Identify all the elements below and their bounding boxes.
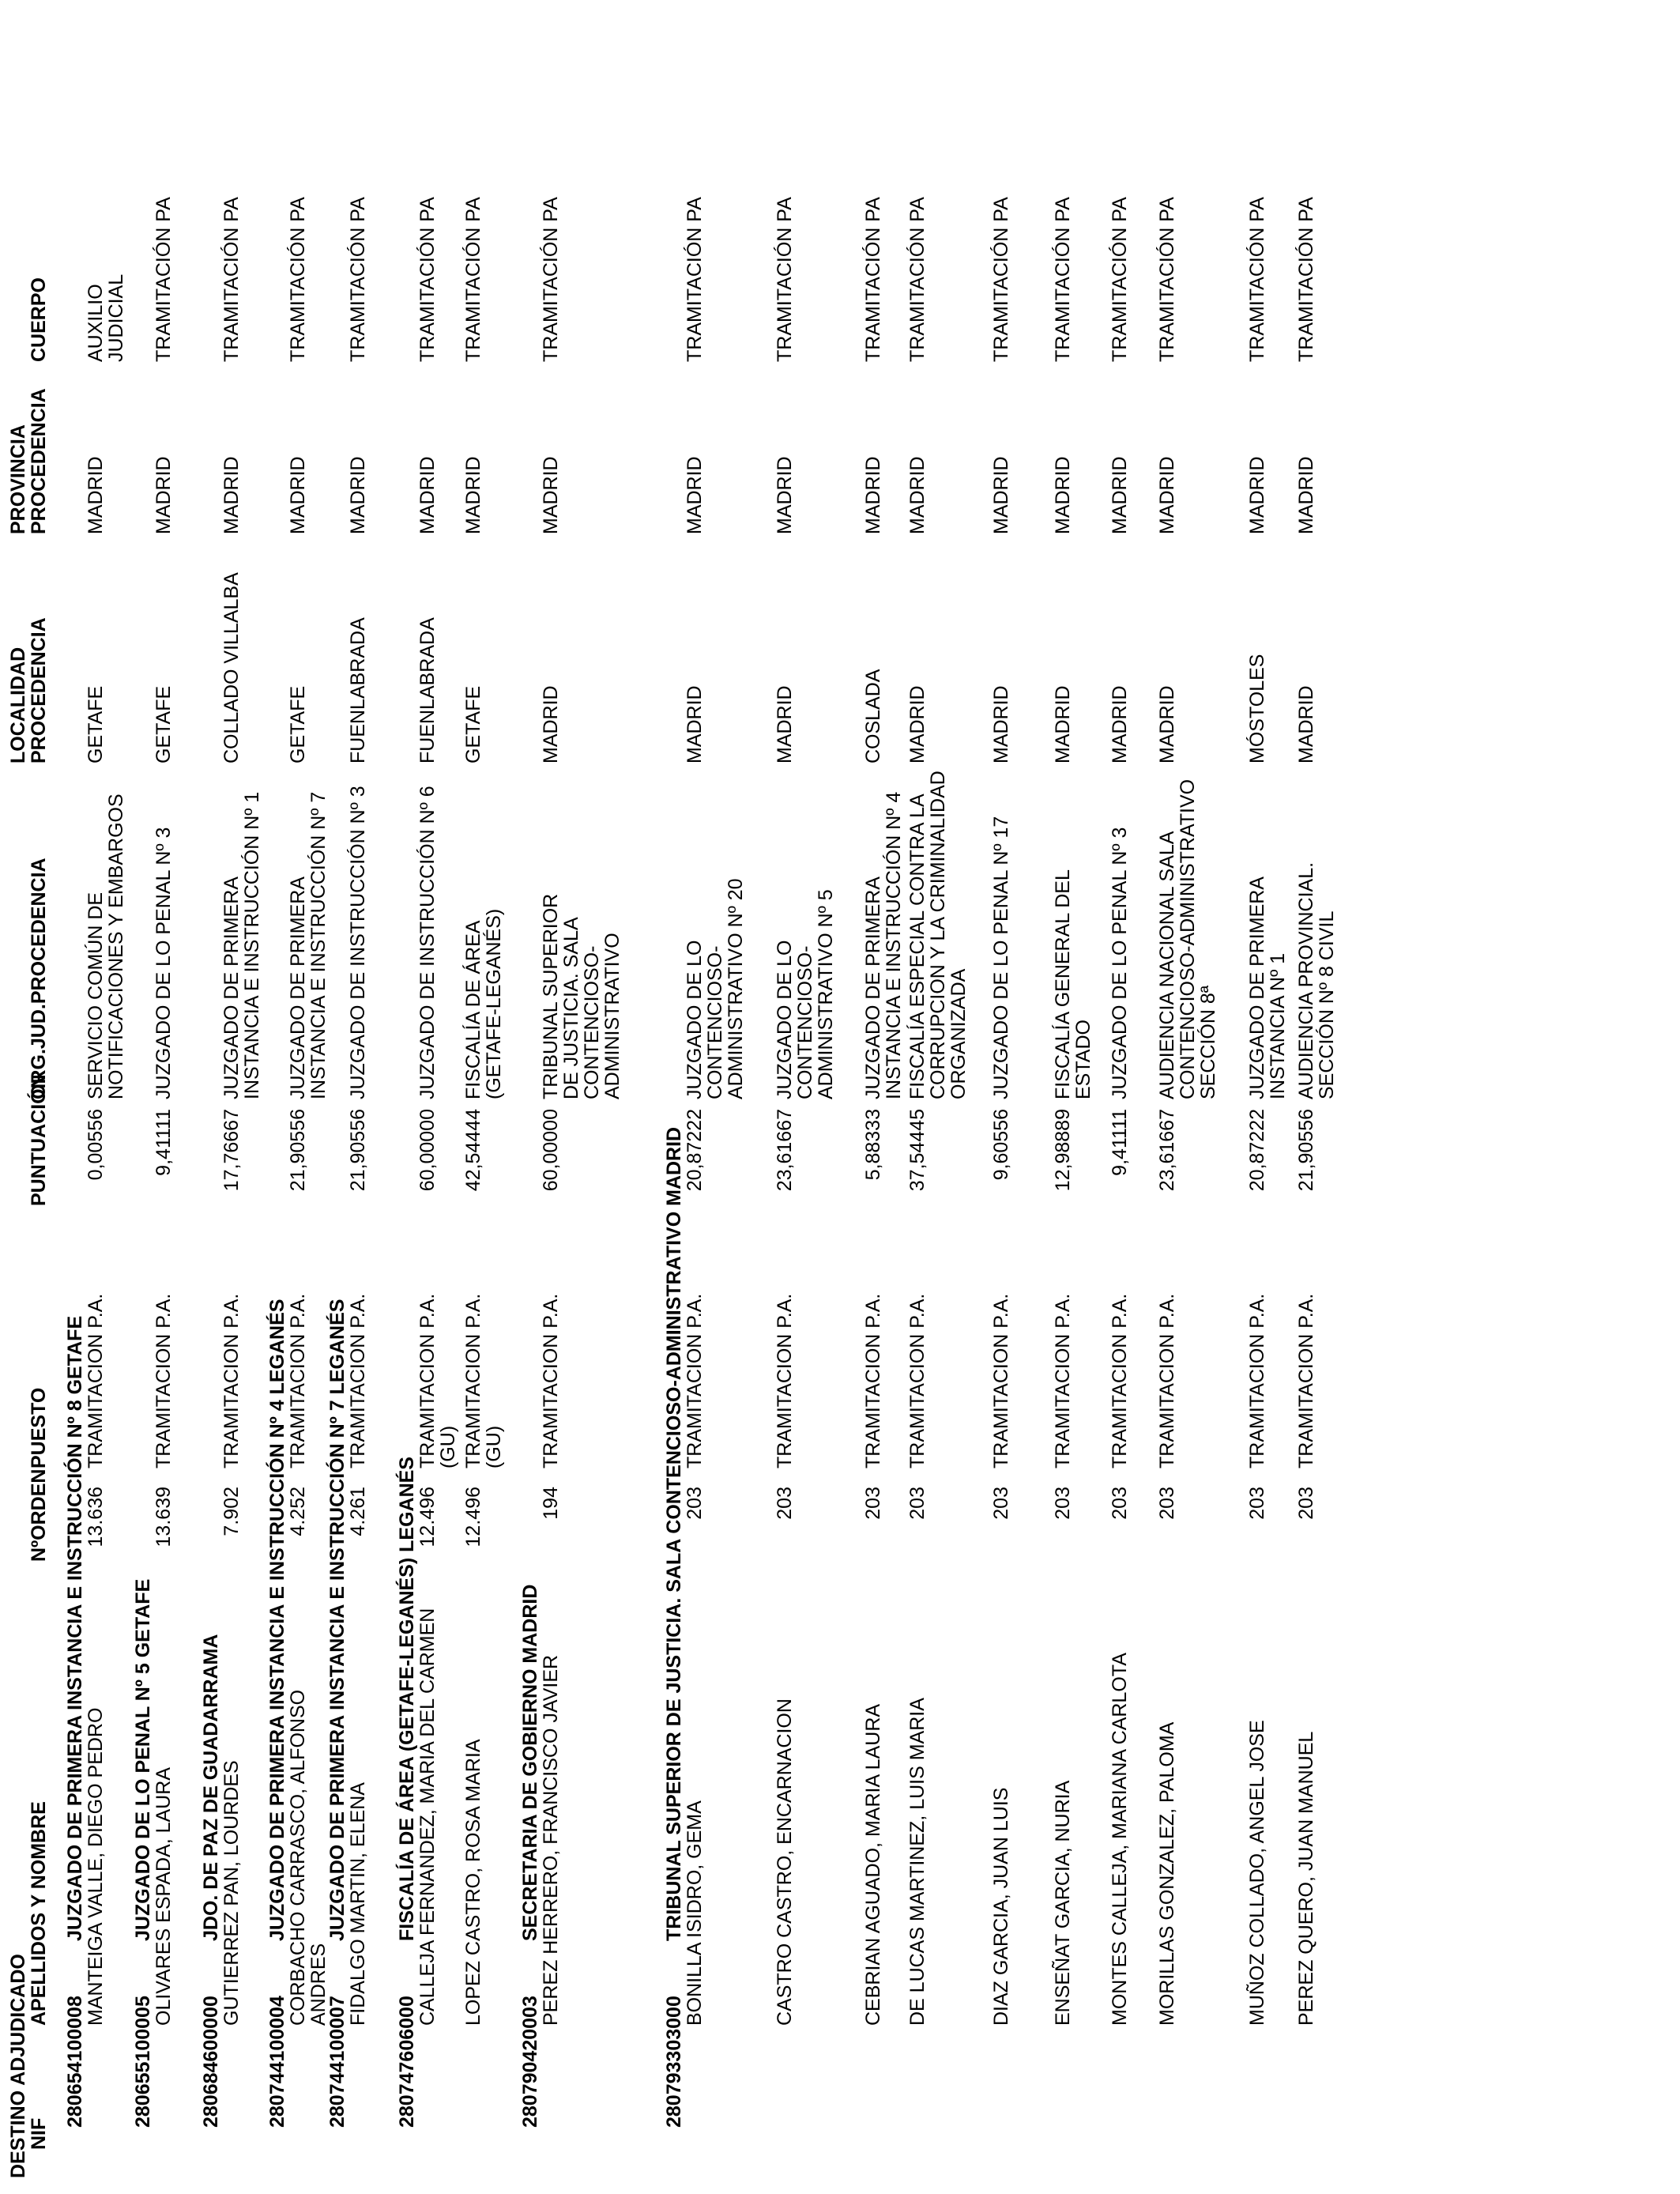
group-code: 280684600000 — [200, 1996, 222, 2128]
cell-puntuacion: 9,60556 — [990, 1109, 1012, 1181]
col-header-puntuacion: PUNTUACIÓN — [28, 1074, 50, 1206]
cell-localidad: MADRID — [684, 685, 706, 763]
cell-provincia: MADRID — [990, 456, 1012, 534]
cell-puntuacion: 37,54445 — [906, 1109, 929, 1192]
group-code: 280790420003 — [519, 1996, 541, 2128]
cell-puntuacion: 17,76667 — [220, 1109, 243, 1192]
group-name: JUZGADO DE PRIMERA INSTANCIA E INSTRUCCIÓN Nº 8 GETAFE — [64, 1315, 86, 1941]
group-name: JUZGADO DE LO PENAL Nº 5 GETAFE — [132, 1578, 154, 1941]
cell-orden: 203 — [906, 1487, 929, 1520]
cell-orden: 194 — [540, 1487, 562, 1520]
cell-localidad: GETAFE — [153, 685, 175, 763]
cell-cuerpo: TRAMITACIÓN PA — [416, 197, 439, 362]
cell-provincia: MADRID — [774, 456, 796, 534]
cell-provincia: MADRID — [1246, 456, 1268, 534]
cell-orden: 203 — [684, 1487, 706, 1520]
cell-cuerpo: TRAMITACIÓN PA — [906, 197, 929, 362]
cell-cuerpo: TRAMITACIÓN PA — [1156, 197, 1178, 362]
cell-org: JUZGADO DE PRIMERA INSTANCIA E INSTRUCCIÓN Nº 7 — [287, 791, 330, 1099]
cell-cuerpo: TRAMITACIÓN PA — [774, 197, 796, 362]
cell-localidad: MADRID — [1295, 685, 1317, 763]
cell-puesto: TRAMITACION P.A. — [862, 1293, 884, 1468]
cell-puesto: TRAMITACION P.A. — [287, 1293, 309, 1468]
cell-org: FISCALÍA GENERAL DEL ESTADO — [1052, 870, 1094, 1099]
group-name: JUZGADO DE PRIMERA INSTANCIA E INSTRUCCIÓN Nº 4 LEGANÉS — [266, 1299, 288, 1941]
cell-name: DE LUCAS MARTINEZ, LUIS MARIA — [906, 1698, 929, 2026]
cell-name: ENSEÑAT GARCIA, NURIA — [1052, 1780, 1074, 2026]
cell-puesto: TRAMITACION P.A. — [1052, 1293, 1074, 1468]
cell-name: PEREZ QUERO, JUAN MANUEL — [1295, 1731, 1317, 2026]
cell-puntuacion: 20,87222 — [1246, 1109, 1268, 1192]
cell-cuerpo: TRAMITACIÓN PA — [1295, 197, 1317, 362]
col-header-localidad: LOCALIDAD PROCEDENCIA — [7, 617, 50, 763]
cell-cuerpo: TRAMITACIÓN PA — [1246, 197, 1268, 362]
cell-puesto: TRAMITACION P.A. — [85, 1293, 107, 1468]
cell-cuerpo: TRAMITACIÓN PA — [287, 197, 309, 362]
cell-provincia: MADRID — [220, 456, 243, 534]
cell-org: AUDIENCIA NACIONAL SALA CONTENCIOSO-ADMINISTRATIVO SECCIÓN 8ª — [1156, 778, 1219, 1099]
cell-name: MANTEIGA VALLE, DIEGO PEDRO — [85, 1707, 107, 2026]
cell-name: CASTRO CASTRO, ENCARNACION — [774, 1698, 796, 2026]
cell-localidad: GETAFE — [287, 685, 309, 763]
group-header — [664, 1127, 684, 2128]
cell-puntuacion: 9,41111 — [1109, 1109, 1131, 1176]
cell-puesto: TRAMITACION P.A. — [220, 1293, 243, 1468]
cell-localidad: FUENLABRADA — [347, 617, 369, 763]
col-header-cuerpo: CUERPO — [28, 277, 50, 362]
cell-name: MUÑOZ COLLADO, ANGEL JOSE — [1246, 1720, 1268, 2026]
cell-puntuacion: 21,90556 — [1295, 1109, 1317, 1192]
cell-cuerpo: TRAMITACIÓN PA — [347, 197, 369, 362]
section-title: DESTINO ADJUDICADO — [7, 1954, 29, 2178]
cell-orden: 12.496 — [416, 1487, 439, 1547]
cell-org: JUZGADO DE PRIMERA INSTANCIA E INSTRUCCIÓN Nº 4 — [862, 791, 905, 1099]
col-header-org: ORG.JUD.PROCEDENCIA — [28, 858, 50, 1099]
group-header — [327, 1299, 348, 2128]
cell-localidad: GETAFE — [462, 685, 484, 763]
group-code: 280793303000 — [663, 1996, 685, 2128]
group-header — [201, 1634, 221, 2128]
cell-cuerpo: AUXILIO JUDICIAL — [85, 273, 127, 362]
cell-org: JUZGADO DE LO CONTENCIOSO-ADMINISTRATIVO Nº 5 — [774, 889, 837, 1099]
cell-org: JUZGADO DE LO PENAL Nº 17 — [990, 816, 1012, 1099]
cell-org: JUZGADO DE PRIMERA INSTANCIA E INSTRUCCIÓN Nº 1 — [220, 791, 263, 1099]
cell-puntuacion: 20,87222 — [684, 1109, 706, 1192]
cell-provincia: MADRID — [416, 456, 439, 534]
cell-puesto: TRAMITACION P.A. — [990, 1293, 1012, 1468]
group-header — [133, 1579, 153, 2128]
cell-cuerpo: TRAMITACIÓN PA — [990, 197, 1012, 362]
cell-localidad: COSLADA — [862, 669, 884, 763]
group-name: JDO. DE PAZ DE GUADARRAMA — [200, 1634, 222, 1941]
cell-puesto: TRAMITACION P.A. — [906, 1293, 929, 1468]
cell-org: JUZGADO DE LO CONTENCIOSO-ADMINISTRATIVO Nº 20 — [684, 878, 747, 1099]
cell-puesto: TRAMITACION P.A. — [1156, 1293, 1178, 1468]
cell-org: JUZGADO DE PRIMERA INSTANCIA Nº 1 — [1246, 877, 1289, 1099]
cell-orden: 203 — [1246, 1487, 1268, 1520]
cell-puntuacion: 42,54444 — [462, 1109, 484, 1192]
cell-orden: 203 — [990, 1487, 1012, 1520]
cell-orden: 203 — [1052, 1487, 1074, 1520]
cell-provincia: MADRID — [862, 456, 884, 534]
cell-org: JUZGADO DE INSTRUCCIÓN Nº 6 — [416, 786, 439, 1099]
col-header-provincia: PROVINCIA PROCEDENCIA — [7, 388, 50, 534]
cell-cuerpo: TRAMITACIÓN PA — [153, 197, 175, 362]
cell-puesto: TRAMITACION P.A. — [1109, 1293, 1131, 1468]
cell-provincia: MADRID — [1295, 456, 1317, 534]
cell-puesto: TRAMITACION P.A. — [540, 1293, 562, 1468]
cell-provincia: MADRID — [462, 456, 484, 534]
group-code: 280747606000 — [396, 1996, 418, 2128]
cell-puntuacion: 0,00556 — [85, 1109, 107, 1181]
cell-provincia: MADRID — [287, 456, 309, 534]
cell-org: TRIBUNAL SUPERIOR DE JUSTICIA. SALA CONTENCIOSO-ADMINISTRATIVO — [540, 893, 623, 1099]
cell-localidad: MADRID — [774, 685, 796, 763]
cell-puntuacion: 12,98889 — [1052, 1109, 1074, 1192]
cell-puesto: TRAMITACION P.A. — [1295, 1293, 1317, 1468]
cell-name: CALLEJA FERNANDEZ, MARIA DEL CARMEN — [416, 1608, 439, 2026]
cell-org: JUZGADO DE LO PENAL Nº 3 — [1109, 827, 1131, 1099]
cell-name: MORILLAS GONZALEZ, PALOMA — [1156, 1721, 1178, 2026]
cell-puntuacion: 9,41111 — [153, 1109, 175, 1176]
cell-puntuacion: 21,90556 — [287, 1109, 309, 1192]
group-code: 280744100007 — [326, 1996, 348, 2128]
cell-orden: 203 — [1156, 1487, 1178, 1520]
cell-name: PEREZ HERRERO, FRANCISCO JAVIER — [540, 1654, 562, 2026]
cell-org: SERVICIO COMÚN DE NOTIFICACIONES Y EMBARGOS — [85, 794, 127, 1099]
cell-orden: 203 — [1109, 1487, 1131, 1520]
cell-provincia: MADRID — [906, 456, 929, 534]
cell-provincia: MADRID — [1109, 456, 1131, 534]
cell-org: FISCALÍA DE ÁREA (GETAFE-LEGANÉS) — [462, 908, 505, 1099]
cell-localidad: FUENLABRADA — [416, 617, 439, 763]
group-name: TRIBUNAL SUPERIOR DE JUSTICIA. SALA CONTENCIOSO-ADMINISTRATIVO MADRID — [663, 1126, 685, 1941]
group-code: 280655100005 — [132, 1996, 154, 2128]
cell-orden: 12.496 — [462, 1487, 484, 1547]
cell-cuerpo: TRAMITACIÓN PA — [862, 197, 884, 362]
group-code: 280654100008 — [64, 1996, 86, 2128]
cell-provincia: MADRID — [540, 456, 562, 534]
cell-puesto: TRAMITACION P.A. (GU) — [462, 1293, 505, 1468]
group-code: 280744100004 — [266, 1996, 288, 2128]
cell-cuerpo: TRAMITACIÓN PA — [684, 197, 706, 362]
cell-org: JUZGADO DE INSTRUCCIÓN Nº 3 — [347, 786, 369, 1099]
cell-puntuacion: 23,61667 — [774, 1109, 796, 1192]
cell-puesto: TRAMITACION P.A. — [1246, 1293, 1268, 1468]
cell-localidad: GETAFE — [85, 685, 107, 763]
cell-puesto: TRAMITACION P.A. — [347, 1293, 369, 1468]
col-header-nif: NIF — [28, 2117, 50, 2150]
cell-name: GUTIERREZ PAN, LOURDES — [220, 1760, 243, 2026]
cell-puntuacion: 21,90556 — [347, 1109, 369, 1192]
cell-provincia: MADRID — [684, 456, 706, 534]
cell-orden: 203 — [1295, 1487, 1317, 1520]
cell-name: BONILLA ISIDRO, GEMA — [684, 1800, 706, 2026]
col-header-puesto: PUESTO — [28, 1387, 50, 1468]
group-header — [397, 1457, 417, 2128]
cell-orden: 203 — [774, 1487, 796, 1520]
cell-cuerpo: TRAMITACIÓN PA — [220, 197, 243, 362]
cell-name: OLIVARES ESPADA, LAURA — [153, 1767, 175, 2026]
cell-name: DIAZ GARCIA, JUAN LUIS — [990, 1787, 1012, 2026]
group-name: FISCALÍA DE ÁREA (GETAFE-LEGANÉS) LEGANÉS — [396, 1457, 418, 1941]
cell-localidad: MADRID — [990, 685, 1012, 763]
col-header-apellidos: APELLIDOS Y NOMBRE — [28, 1801, 50, 2026]
cell-localidad: MADRID — [1052, 685, 1074, 763]
cell-puesto: TRAMITACION P.A. — [774, 1293, 796, 1468]
group-header — [65, 1316, 85, 2128]
cell-localidad: MÓSTOLES — [1246, 654, 1268, 763]
cell-provincia: MADRID — [85, 456, 107, 534]
cell-puntuacion: 60,00000 — [540, 1109, 562, 1192]
cell-orden: 203 — [862, 1487, 884, 1520]
cell-localidad: COLLADO VILLALBA — [220, 572, 243, 763]
cell-cuerpo: TRAMITACIÓN PA — [540, 197, 562, 362]
cell-provincia: MADRID — [347, 456, 369, 534]
group-header — [267, 1299, 288, 2128]
cell-cuerpo: TRAMITACIÓN PA — [1052, 197, 1074, 362]
col-header-norden: NºORDEN — [28, 1468, 50, 1562]
cell-orden: 4.252 — [287, 1487, 309, 1536]
group-name: JUZGADO DE PRIMERA INSTANCIA E INSTRUCCIÓN Nº 7 LEGANÉS — [326, 1299, 348, 1941]
cell-localidad: MADRID — [540, 685, 562, 763]
cell-puesto: TRAMITACION P.A. — [684, 1293, 706, 1468]
cell-orden: 13.636 — [85, 1487, 107, 1547]
cell-name: LOPEZ CASTRO, ROSA MARIA — [462, 1739, 484, 2026]
cell-orden: 4.261 — [347, 1487, 369, 1536]
cell-orden: 13.639 — [153, 1487, 175, 1547]
cell-name: CORBACHO CARRASCO, ALFONSO ANDRES — [287, 1689, 330, 2026]
cell-localidad: MADRID — [906, 685, 929, 763]
cell-provincia: MADRID — [153, 456, 175, 534]
cell-provincia: MADRID — [1052, 456, 1074, 534]
cell-name: MONTES CALLEJA, MARIANA CARLOTA — [1109, 1653, 1131, 2026]
cell-localidad: MADRID — [1156, 685, 1178, 763]
cell-provincia: MADRID — [1156, 456, 1178, 534]
cell-cuerpo: TRAMITACIÓN PA — [1109, 197, 1131, 362]
cell-orden: 7.902 — [220, 1487, 243, 1536]
cell-org: FISCALÍA ESPECIAL CONTRA LA CORRUPCION Y LA CRIMINALIDAD ORGANIZADA — [906, 771, 970, 1099]
group-header — [520, 1585, 541, 2128]
cell-puntuacion: 60,00000 — [416, 1109, 439, 1192]
cell-org: JUZGADO DE LO PENAL Nº 3 — [153, 827, 175, 1099]
cell-name: CEBRIAN AGUADO, MARIA LAURA — [862, 1703, 884, 2026]
group-name: SECRETARIA DE GOBIERNO MADRID — [519, 1584, 541, 1941]
cell-localidad: MADRID — [1109, 685, 1131, 763]
cell-cuerpo: TRAMITACIÓN PA — [462, 197, 484, 362]
cell-puesto: TRAMITACION P.A. (GU) — [416, 1293, 459, 1468]
cell-puntuacion: 23,61667 — [1156, 1109, 1178, 1192]
cell-puntuacion: 5,88333 — [862, 1109, 884, 1181]
cell-name: FIDALGO MARTIN, ELENA — [347, 1782, 369, 2026]
cell-puesto: TRAMITACION P.A. — [153, 1293, 175, 1468]
cell-org: AUDIENCIA PROVINCIAL. SECCIÓN Nº 8 CIVIL — [1295, 861, 1338, 1099]
